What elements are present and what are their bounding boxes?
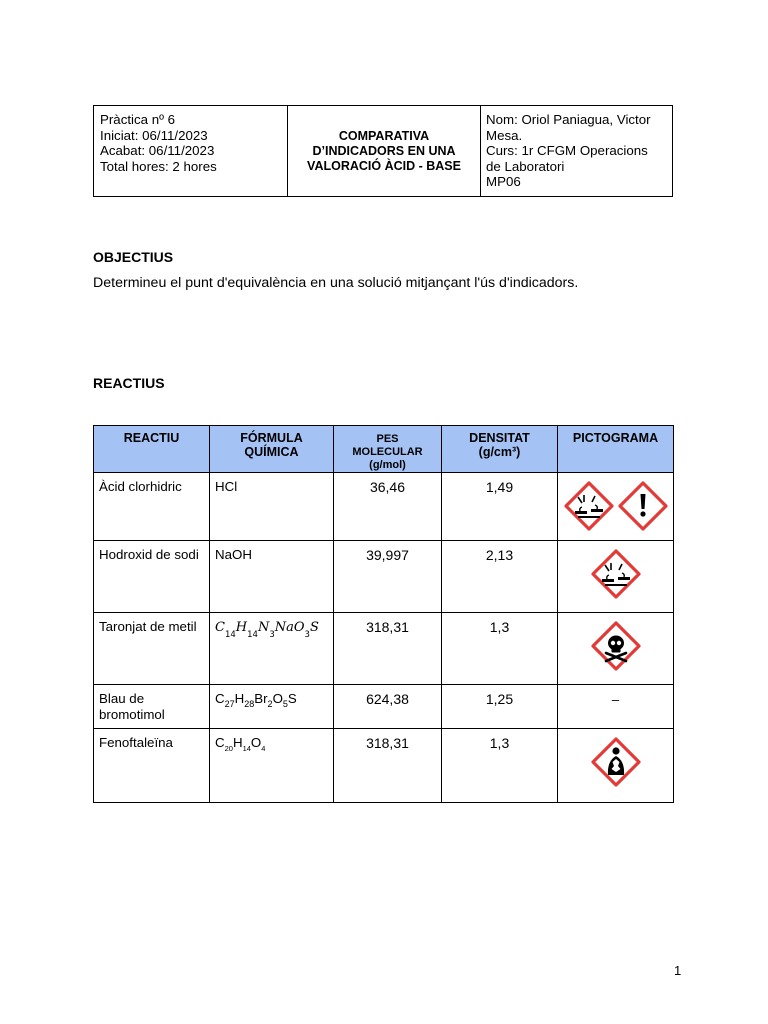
end-date: Acabat: 06/11/2023 (100, 143, 215, 158)
reagent-weight: 36,46 (334, 473, 442, 541)
reagents-header-row (94, 426, 674, 473)
practice-number: Pràctica nº 6 (100, 112, 176, 127)
student-info-cell (481, 106, 673, 197)
column-header-density-line-1: DENSITAT (469, 431, 530, 445)
formula-subscript: 14 (242, 744, 251, 753)
reagent-pictograms (558, 541, 674, 613)
no-pictogram-dash: – (611, 692, 620, 707)
formula-subscript: 5 (282, 699, 288, 709)
reagent-weight: 624,38 (334, 685, 442, 729)
student-name-line-1: Nom: Oriol Paniagua, Victor (486, 112, 651, 127)
reagent-weight: 318,31 (334, 729, 442, 803)
reagent-pictograms (558, 685, 674, 729)
table-row (94, 729, 674, 803)
column-header-molecular-weight (334, 426, 442, 473)
reagent-name: Àcid clorhidric (94, 473, 210, 541)
formula-element: NaO (274, 620, 305, 635)
reagent-formula (210, 541, 334, 613)
course-line-1: Curs: 1r CFGM Operacions (486, 143, 648, 158)
table-row (94, 541, 674, 613)
reagent-density: 2,13 (442, 541, 558, 613)
column-header-weight-line-2: MOLECULAR (352, 446, 423, 458)
formula-element: HCl (215, 479, 238, 494)
start-date: Iniciat: 06/11/2023 (100, 127, 208, 143)
health-hazard-icon (591, 737, 641, 791)
module-code: MP06 (486, 174, 521, 189)
reagents-heading: REACTIUS (93, 375, 165, 391)
column-header-formula (210, 426, 334, 473)
formula-subscript: 14 (224, 630, 236, 640)
column-header-formula-line-2: QUÍMICA (244, 444, 299, 459)
formula-element: C (215, 735, 225, 750)
formula-element: C (215, 620, 225, 635)
practice-title-cell (288, 106, 481, 197)
reagent-pictograms (558, 613, 674, 685)
reagent-density: 1,25 (442, 685, 558, 729)
formula-element: Br (254, 691, 268, 706)
objectives-text: Determineu el punt d'equivalència en una solució mitjançant l'ús d'indicadors. (93, 275, 579, 291)
skull-crossbones-icon (591, 621, 641, 675)
reagent-name: Blau de bromotimol (94, 685, 210, 729)
reagent-density: 1,49 (442, 473, 558, 541)
reagent-name: Fenoftaleïna (94, 729, 210, 803)
column-header-pictogram (558, 426, 674, 473)
page-number: 1 (674, 963, 682, 978)
title-line-1: COMPARATIVA (338, 128, 430, 143)
formula-element: O (272, 691, 283, 706)
practice-info-cell (94, 106, 288, 197)
reagent-formula (210, 685, 334, 729)
column-header-reagent-text: REACTIU (123, 431, 180, 445)
course-line-2: de Laboratori (486, 158, 565, 174)
formula-element: S (287, 691, 297, 706)
column-header-density-line-2: (g/cm³) (478, 444, 521, 459)
objectives-heading: OBJECTIUS (93, 249, 174, 265)
table-row (94, 685, 674, 729)
formula-subscript: 27 (224, 699, 235, 709)
corrosive-icon (564, 481, 614, 535)
formula-subscript: 3 (304, 630, 310, 640)
formula-element: H (235, 620, 248, 635)
table-row (94, 473, 674, 541)
reagent-weight: 318,31 (334, 613, 442, 685)
reagent-formula (210, 729, 334, 803)
reagent-density: 1,3 (442, 613, 558, 685)
reagent-name: Hodroxid de sodi (94, 541, 210, 613)
formula-subscript: 3 (269, 630, 275, 640)
formula-subscript: 28 (244, 699, 255, 709)
column-header-weight-line-3: (g/mol) (369, 459, 406, 471)
formula-element: O (250, 735, 262, 750)
reagent-weight: 39,997 (334, 541, 442, 613)
student-name-line-2: Mesa. (486, 127, 523, 143)
reagent-formula (210, 613, 334, 685)
title-line-3: VALORACIÓ ÀCID - BASE (307, 158, 461, 173)
reagent-density: 1,3 (442, 729, 558, 803)
formula-subscript: 2 (267, 699, 273, 709)
practice-header-table (93, 105, 673, 197)
column-header-reagent (94, 426, 210, 473)
table-row (94, 613, 674, 685)
formula-element: C (215, 691, 225, 706)
formula-element: NaOH (215, 547, 252, 562)
formula-subscript: 14 (247, 630, 258, 640)
title-line-2: D’INDICADORS EN UNA (312, 143, 456, 158)
total-hours: Total hores: 2 hores (100, 158, 217, 174)
reagent-pictograms (558, 729, 674, 803)
reagent-pictograms (558, 473, 674, 541)
column-header-density (442, 426, 558, 473)
formula-element: N (257, 620, 270, 635)
reagent-formula (210, 473, 334, 541)
column-header-formula-line-1: FÓRMULA (240, 431, 303, 445)
reagents-table (93, 425, 674, 803)
column-header-pictogram-text: PICTOGRAMA (572, 431, 659, 445)
formula-subscript: 20 (224, 744, 233, 753)
formula-subscript: 4 (261, 744, 266, 753)
corrosive-icon (591, 549, 641, 603)
reagent-name: Taronjat de metil (94, 613, 210, 685)
formula-element: H (234, 691, 245, 706)
formula-element: S (309, 620, 319, 635)
formula-element: H (232, 735, 243, 750)
exclamation-icon (618, 481, 668, 535)
column-header-weight-line-1: PES (376, 433, 399, 445)
